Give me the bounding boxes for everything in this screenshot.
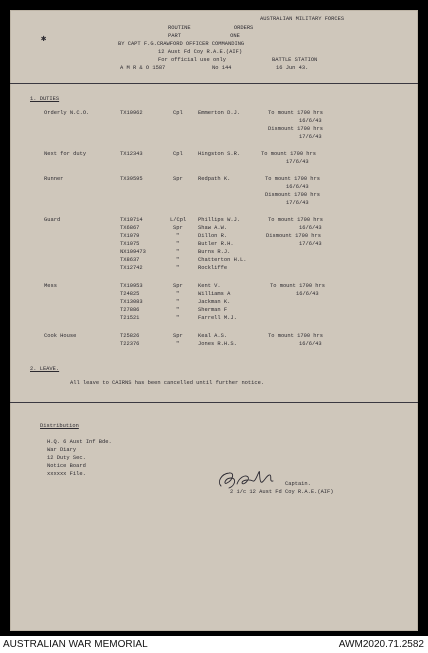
signature-unit: 2 i/c 12 Aust Fd Coy R.A.E.(AIF) [230,489,334,495]
duty-note: Dismount 1700 hrs [266,233,321,239]
duty-role: Runner [44,176,64,182]
distribution-item: 12 Duty Sec. [47,455,86,461]
duty-number: T25826 [120,333,140,339]
duty-note: 16/6/43 [299,341,322,347]
signature-title: Captain. [285,481,311,487]
duty-name: Keal A.S. [198,333,228,339]
duty-number: TX1079 [120,233,140,239]
duty-name: Butler R.H. [198,241,234,247]
duty-note: 16/6/43 [299,225,322,231]
duty-number: T22376 [120,341,140,347]
duty-note: 16/6/43 [299,118,322,124]
duty-name: Williams A [198,291,231,297]
duty-rank: " [176,307,180,313]
duty-name: Phillips W.J. [198,217,241,223]
duty-rank: Spr [173,176,183,182]
duty-number: TX13083 [120,299,143,305]
duty-rank: Cpl [173,110,183,116]
duty-role: Orderly N.C.O. [44,110,90,116]
duty-note: To mount 1700 hrs [268,217,323,223]
duty-number: TX12742 [120,265,143,271]
duty-rank: L/Cpl [170,217,187,223]
duty-role: Next for duty [44,151,87,157]
duty-role: Mess [44,283,57,289]
duty-rank: " [176,341,180,347]
duty-name: Chatterton H.L. [198,257,247,263]
distribution-item: Notice Board [47,463,86,469]
duty-rank: " [176,249,180,255]
section-rule [10,402,418,403]
document-page: ✱ AUSTRALIAN MILITARY FORCES ROUTINE ORDERS PART ONE BY CAPT F.G.CRAWFORD OFFICER COMMANDING 12 Aust Fd Coy R.A.E.(AIF) For official use only BATTLE STATION A M R & O 1587 No 144 16 Jun 43. 1. DUTIES Orderly N.C.O. TX10962 Cpl Emmerton D.J. To mount 1700 hrs 16/6/43 Dismount 1700 hrs 17/6/43 Next for duty TX12343 Cpl Hingston S.R. To mount 1700 hrs 17/6/43 Runner TX39595 Spr Redpath K. To mount 1700 hrs 16/6/43 Dismount 1700 hrs 17/6/43 Guard TX10714 TX6867 TX1079 TX1075 NX109473 TX8637 TX12742 L/Cpl Spr " " " " " Phillips W.J. Shaw A.W. Dillon R. Butler R.H. Burns R.J. Chatterton H.L. Rockliffe To mount 1700 hrs 16/6/43 Dismount 1700 hrs 17/6/43 Mess TX10953 T24825 TX13083 T27886 T21521 Spr " " " " Kent V. Williams A Jackman K. Sherman F Farrell M.J. To mount 1700 hrs 16/6/43 Cook House T25826 T22376 Spr " Keal A.S. Jones R.H.S. To mount 1700 hrs 16/6/43 2. LEAVE. All leave to CAIRNS has been cancelled until further notice. Distribution H.Q. 6 Aust Inf Bde. War Diary 12 Duty Sec. Notice Board xxxxxx File. Captain. 2 i/c 12 Aust Fd Coy R.A.E.(AIF) [10,10,418,631]
duty-note: 17/6/43 [286,159,309,165]
duty-number: NX109473 [120,249,146,255]
duty-name: Redpath K. [198,176,231,182]
header-line-2: ROUTINE ORDERS [168,25,254,31]
duty-name: Rockliffe [198,265,228,271]
duty-rank: Cpl [173,151,183,157]
duty-number: TX12343 [120,151,143,157]
duty-number: TX6867 [120,225,140,231]
header-line-4: BY CAPT F.G.CRAWFORD OFFICER COMMANDING [118,41,245,47]
distribution-title: Distribution [40,423,79,429]
duty-number: TX10953 [120,283,143,289]
duty-name: Jackman K. [198,299,231,305]
duty-name: Farrell M.J. [198,315,237,321]
duty-note: 17/6/43 [286,200,309,206]
duty-rank: " [176,265,180,271]
header-line-7-mid: No 144 [212,65,232,71]
duty-note: To mount 1700 hrs [268,333,323,339]
duty-name: Dillon R. [198,233,228,239]
page-mark: ✱ [41,34,47,44]
duty-rank: " [176,291,180,297]
duty-note: 16/6/43 [286,184,309,190]
duty-number: T24825 [120,291,140,297]
duty-rank: Spr [173,333,183,339]
header-line-5: 12 Aust Fd Coy R.A.E.(AIF) [158,49,243,55]
distribution-item: War Diary [47,447,77,453]
duty-rank: Spr [173,283,183,289]
duty-number: TX1075 [120,241,140,247]
duty-name: Burns R.J. [198,249,231,255]
duty-note: 17/6/43 [299,241,322,247]
duty-rank: " [176,241,180,247]
header-line-3: PART ONE [168,33,240,39]
duty-note: Dismount 1700 hrs [268,126,323,132]
duty-number: T21521 [120,315,140,321]
duty-note: To mount 1700 hrs [270,283,325,289]
distribution-item: xxxxxx File. [47,471,86,477]
archive-name: AUSTRALIAN WAR MEMORIAL [3,639,148,650]
duty-note: 17/6/43 [299,134,322,140]
duty-rank: " [176,315,180,321]
duty-number: TX8637 [120,257,140,263]
duty-name: Kent V. [198,283,221,289]
duty-rank: " [176,233,180,239]
header-line-7-right: 16 Jun 43. [276,65,309,71]
leave-notice: All leave to CAIRNS has been cancelled until further notice. [70,380,265,386]
distribution-item: H.Q. 6 Aust Inf Bde. [47,439,112,445]
duty-rank: Spr [173,225,183,231]
header-line-6-left: For official use only [158,57,226,63]
header-rule [10,83,418,84]
duty-note: 16/6/43 [296,291,319,297]
duty-role: Guard [44,217,61,223]
duty-rank: " [176,257,180,263]
header-line-6-right: BATTLE STATION [272,57,318,63]
duty-note: Dismount 1700 hrs [265,192,320,198]
header-line-7-left: A M R & O 1587 [120,65,166,71]
duty-name: Shaw A.W. [198,225,228,231]
duty-note: To mount 1700 hrs [261,151,316,157]
duty-number: TX10962 [120,110,143,116]
handwritten-signature [215,464,285,492]
duty-note: To mount 1700 hrs [265,176,320,182]
duty-note: To mount 1700 hrs [268,110,323,116]
archive-footer [0,636,428,653]
duty-name: Sherman F [198,307,228,313]
duty-number: TX10714 [120,217,143,223]
duty-name: Hingston S.R. [198,151,241,157]
duty-rank: " [176,299,180,305]
duty-role: Cook House [44,333,77,339]
duty-number: TX39595 [120,176,143,182]
duty-name: Jones R.H.S. [198,341,237,347]
duty-number: T27886 [120,307,140,313]
section-2-title: 2. LEAVE. [30,366,60,372]
section-1-title: 1. DUTIES [30,96,60,102]
archive-reference: AWM2020.71.2582 [338,639,424,650]
duty-name: Emmerton D.J. [198,110,241,116]
